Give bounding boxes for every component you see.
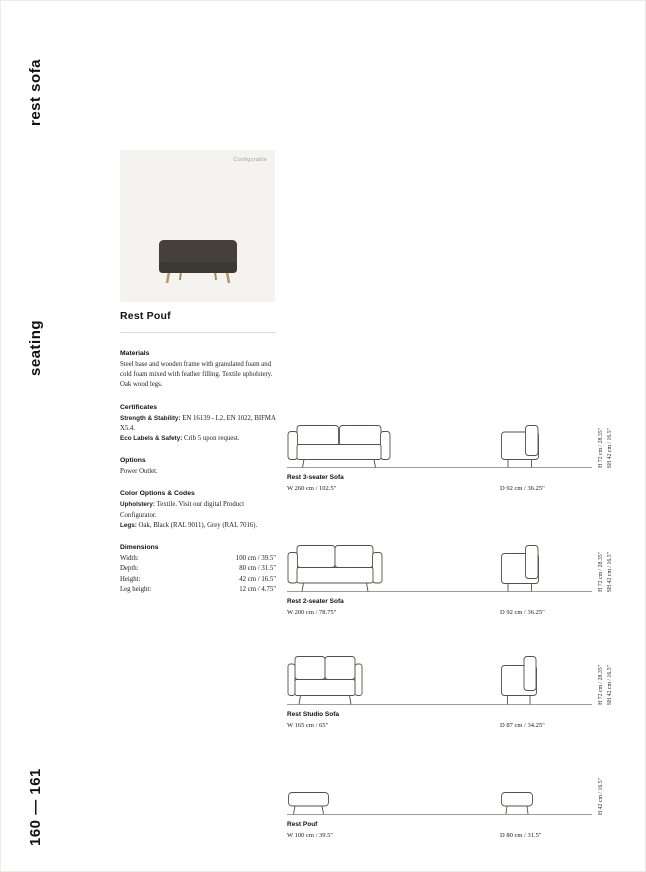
materials-body: Steel base and wooden frame with granulated foam and cold foam mixed with feather filling. Textile upholstery. Oak wood legs.: [120, 361, 273, 389]
pouf-front-drawing: [287, 791, 330, 815]
spec-seat-height: SH 42 cm / 16.5": [607, 427, 613, 468]
options-section: [120, 457, 276, 477]
strength-stability-value: EN 16139 - L2, EN 1022, BIFMA X5.4.: [120, 414, 276, 432]
dimension-row: [120, 575, 276, 586]
dimension-baseline: [287, 532, 592, 592]
dimension-label: Depth:: [120, 565, 139, 573]
vertical-dimensions: [598, 638, 613, 705]
upholstery-label: Upholstery:: [120, 501, 155, 509]
dimensions-section: [120, 544, 276, 596]
spec-width: W 165 cm / 65": [287, 722, 329, 729]
dimension-label: Height:: [120, 575, 141, 583]
product-family-vertical-label: rest sofa: [27, 58, 44, 126]
page-number-vertical-label: 160 — 161: [27, 768, 44, 846]
materials-section: [120, 350, 276, 391]
vertical-dimensions: [598, 748, 607, 815]
legs-line: [120, 521, 276, 531]
spec-width: W 260 cm / 102.5": [287, 485, 337, 492]
options-body: Power Outlet.: [120, 468, 158, 476]
spec-width: W 100 cm / 39.5": [287, 832, 334, 839]
sofa-front-drawing: [287, 424, 391, 468]
upholstery-value: Textile. Visit our digital Product Configurator.: [120, 501, 245, 519]
spec-height: H 72 cm / 28.35": [598, 552, 604, 592]
product-image-box: [120, 150, 275, 302]
configurable-badge: Configurable: [233, 157, 267, 163]
spec-height: H 72 cm / 28.35": [598, 665, 604, 705]
pouf-side-drawing: [500, 791, 534, 815]
color-options-section: [120, 490, 276, 531]
dimension-value: 80 cm / 31.5": [239, 565, 276, 573]
spec-row-studio: [287, 645, 622, 740]
pouf-product-image: [154, 238, 242, 286]
sofa-front-drawing: [287, 655, 363, 705]
spec-name: Rest Pouf: [287, 821, 318, 828]
dimension-row: [120, 554, 276, 565]
sofa-front-drawing: [287, 544, 383, 592]
certificates-section: [120, 404, 276, 445]
dimension-baseline: [287, 755, 592, 815]
sofa-side-drawing: [500, 544, 540, 592]
sofa-side-drawing: [500, 655, 538, 705]
upholstery-line: [120, 500, 276, 520]
strength-stability-label: Strength & Stability:: [120, 414, 181, 422]
color-options-heading: Color Options & Codes: [120, 490, 195, 498]
spec-height: H 42 cm / 16.5": [598, 778, 604, 815]
certificates-strength: [120, 414, 276, 434]
spec-depth: D 92 cm / 36.25": [500, 609, 545, 616]
category-vertical-label: seating: [27, 319, 44, 376]
spec-name: Rest 2-seater Sofa: [287, 598, 344, 605]
spec-row-pouf: [287, 755, 622, 850]
dimensions-heading: Dimensions: [120, 543, 159, 551]
dimension-row: [120, 564, 276, 575]
spec-seat-height: SH 42 cm / 16.5": [607, 551, 613, 592]
dimension-baseline: [287, 408, 592, 468]
spec-row-2-seater: [287, 532, 622, 627]
spec-depth: D 87 cm / 34.25": [500, 722, 545, 729]
spec-seat-height: SH 42 cm / 16.5": [607, 664, 613, 705]
page-title: Rest Pouf: [120, 310, 276, 333]
spec-depth: D 92 cm / 36.25": [500, 485, 545, 492]
dimension-value: 100 cm / 39.5": [235, 554, 276, 562]
dimension-value: 12 cm / 4.75": [239, 586, 276, 594]
vertical-dimensions: [598, 401, 613, 468]
certificates-eco: [120, 434, 276, 444]
dimension-baseline: [287, 645, 592, 705]
spec-name: Rest 3-seater Sofa: [287, 474, 344, 481]
options-heading: Options: [120, 457, 146, 465]
spec-name: Rest Studio Sofa: [287, 711, 340, 718]
dimension-label: Width:: [120, 554, 139, 562]
vertical-dimensions: [598, 525, 613, 592]
product-info-column: [120, 310, 276, 596]
eco-labels-label: Eco Labels & Safety:: [120, 434, 183, 442]
dimension-label: Leg height:: [120, 586, 152, 594]
materials-heading: Materials: [120, 350, 150, 357]
sofa-side-drawing: [500, 424, 540, 468]
spec-depth: D 80 cm / 31.5": [500, 832, 542, 839]
dimension-row: [120, 585, 276, 596]
spec-width: W 200 cm / 78.75": [287, 609, 337, 616]
dimension-value: 42 cm / 16.5": [239, 575, 276, 583]
eco-labels-value: Crib 5 upon request.: [184, 434, 240, 442]
legs-value: Oak, Black (RAL 9011), Grey (RAL 7016).: [138, 521, 258, 529]
certificates-heading: Certificates: [120, 403, 158, 411]
legs-label: Legs:: [120, 521, 137, 529]
spec-height: H 72 cm / 28.35": [598, 428, 604, 468]
spec-row-3-seater: [287, 408, 622, 503]
